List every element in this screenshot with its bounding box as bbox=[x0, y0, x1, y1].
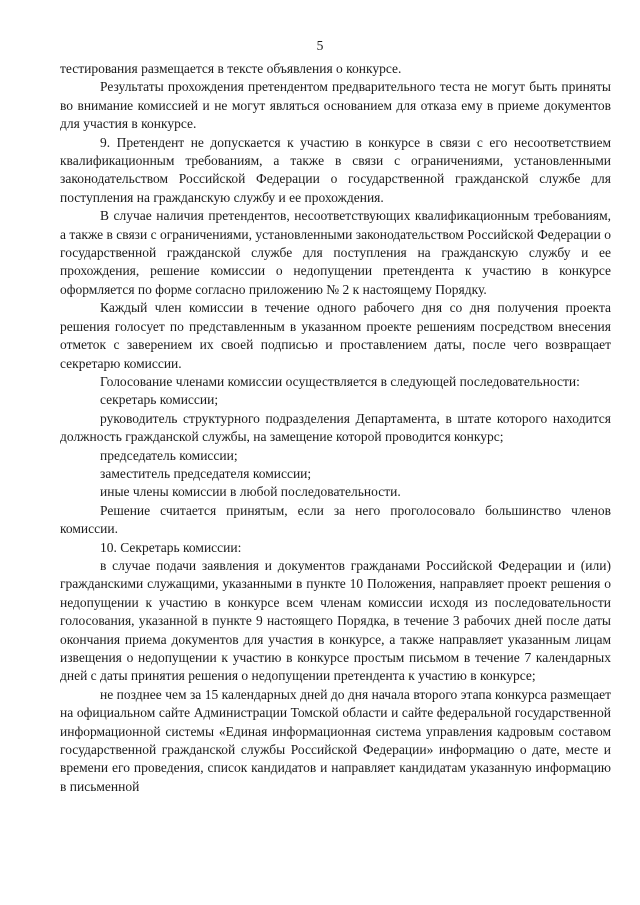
list-item: председатель комиссии; bbox=[100, 447, 238, 463]
page-number: 5 bbox=[316, 38, 324, 53]
document-body bbox=[60, 60, 611, 796]
section-heading: 10. Секретарь комиссии: bbox=[100, 539, 242, 555]
paragraph: в случае подачи заявления и документов гражданами Российской Федерации и (или) гражданскими служащими, указанными в пункте 10 Положения, направляет проект решения о недопущении к участию в конкурсе всем членам комиссии исходя из последовательности голосования, указанной в пункте 9 настоящего Порядка, в течение 3 рабочих дней после даты окончания приема документов для участия в конкурсе, а также направляет указанным лицам извещения о недопущении к участию в конкурсе простым письмом в течение 7 календарных дней с даты принятия решения о недопущении претендента к участию в конкурсе; bbox=[60, 557, 611, 684]
paragraph: не позднее чем за 15 календарных дней до дня начала второго этапа конкурса размещает на официальном сайте Администрации Томской области и сайте федеральной государственной информационной системы «Единая информационная система управления кадровым составом государственной гражданской службы Российской Федерации» информацию о дате, месте и времени его проведения, список кандидатов и направляет кандидатам указанную информацию в письменной bbox=[60, 686, 611, 794]
list-item: иные члены комиссии в любой последовательности. bbox=[100, 484, 401, 500]
list-item: руководитель структурного подразделения Департамента, в штате которого находится должность гражданской службы, на замещение которой проводится конкурс; bbox=[60, 410, 611, 445]
paragraph: В случае наличия претендентов, несоответствующих квалификационным требованиям, а также в связи с ограничениями, установленными законодательством Российской Федерации о государственной гражданской службе для поступления на гражданскую службу и ее прохождения, решение комиссии о недопущении претендента к участию в конкурсе оформляется по форме согласно приложению № 2 к настоящему Порядку. bbox=[60, 208, 611, 297]
list-item: заместитель председателя комиссии; bbox=[100, 465, 312, 481]
paragraph: 9. Претендент не допускается к участию в конкурсе в связи с его несоответствием квалификационным требованиям, а также в связи с ограничениями, установленными законодательством Российской Федерации о государственной гражданской службе для поступления на гражданскую службу и ее прохождения. bbox=[60, 134, 611, 205]
paragraph: тестирования размещается в тексте объявления о конкурсе. bbox=[60, 61, 402, 76]
paragraph: Решение считается принятым, если за него проголосовало большинство членов комиссии. bbox=[60, 502, 611, 537]
paragraph: Каждый член комиссии в течение одного рабочего дня со дня получения проекта решения голосует по представленным в указанном проекте решениям посредством внесения отметок с заверением их своей подписью и проставлением даты, после чего возвращает секретарю комиссии. bbox=[60, 300, 611, 371]
paragraph: Голосование членами комиссии осуществляется в следующей последовательности: bbox=[100, 373, 580, 389]
list-item: секретарь комиссии; bbox=[100, 392, 219, 408]
paragraph: Результаты прохождения претендентом предварительного теста не могут быть приняты во внимание комиссией и не могут являться основанием для отказа ему в приеме документов для участия в конкурсе. bbox=[60, 79, 611, 132]
